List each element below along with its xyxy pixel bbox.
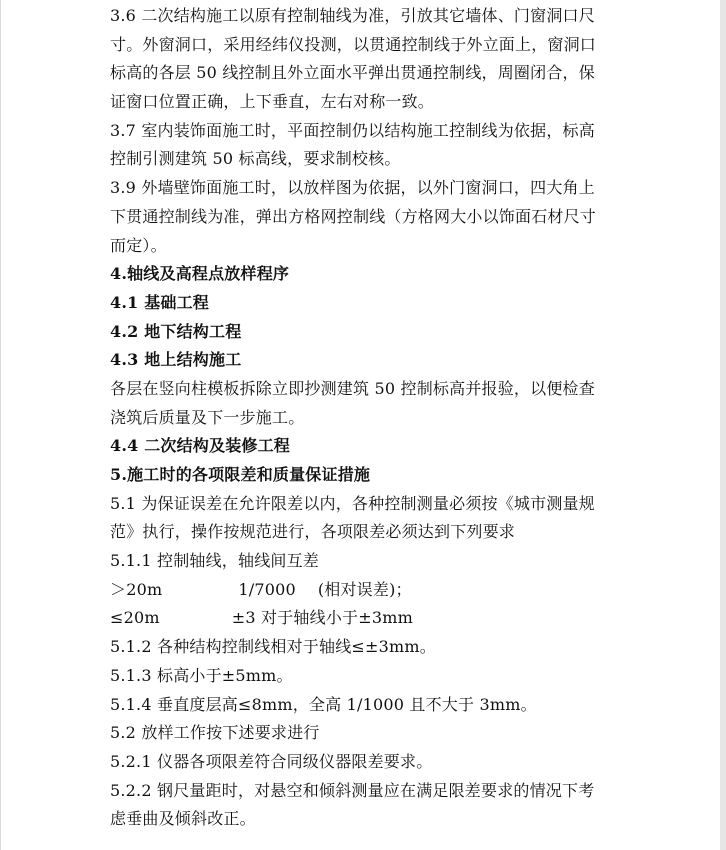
paragraph-line: 3.6 二次结构施工以原有控制轴线为准，引放其它墙体、门窗洞口尺 [110, 6, 595, 25]
page-edge-left [0, 0, 1, 850]
paragraph-line: 下贯通控制线为准，弹出方格网控制线（方格网大小以饰面石材尺寸 [110, 206, 597, 226]
tolerance-range: ＞20m [110, 579, 163, 599]
paragraph-line: 控制引测建筑 50 标高线，要求制校核。 [110, 149, 401, 169]
tolerance-value: 1/7000 [238, 579, 296, 599]
paragraph-line: 5.1 为保证误差在允许限差以内，各种控制测量必须按《城市测量规 [110, 493, 595, 513]
section-heading: 4.2 地下结构工程 [110, 321, 242, 341]
paragraph-line: 证窗口位置正确，上下垂直，左右对称一致。 [110, 92, 435, 112]
section-heading: 4.3 地上结构施工 [110, 350, 242, 370]
text-block-section-5-1-2-onwards [110, 633, 620, 834]
scrollbar-track[interactable] [720, 0, 726, 850]
paragraph-line: 虑垂曲及倾斜改正。 [110, 809, 256, 829]
tolerance-note: (相对误差)； [317, 579, 412, 599]
tolerance-row-1 [110, 576, 620, 605]
paragraph-line: 3.9 外墙壁饰面施工时，以放样图为依据，以外门窗洞口，四大角上 [110, 178, 595, 198]
document-page [110, 2, 620, 834]
paragraph-line: 5.1.2 各种结构控制线相对于轴线≤±3mm。 [110, 637, 436, 657]
paragraph-line: 各层在竖向柱模板拆除立即抄测建筑 50 控制标高并报验，以便检查 [110, 378, 595, 398]
paragraph-line: 5.1.3 标高小于±5mm。 [110, 665, 293, 685]
section-heading: 4.4 二次结构及装修工程 [110, 436, 291, 456]
paragraph-line: 寸。外窗洞口，采用经纬仪投测，以贯通控制线于外立面上，窗洞口 [110, 34, 597, 54]
section-heading: 4.轴线及高程点放样程序 [110, 264, 290, 284]
paragraph-line: 标高的各层 50 线控制且外立面水平弹出贯通控制线，周圈闭合，保 [110, 63, 595, 83]
paragraph-line: 5.2 放样工作按下述要求进行 [110, 723, 320, 743]
paragraph-line: 3.7 室内装饰面施工时，平面控制仍以结构施工控制线为依据，标高 [110, 120, 595, 140]
paragraph-line: 而定）。 [110, 235, 167, 255]
section-heading: 4.1 基础工程 [110, 292, 210, 312]
tolerance-range: ≤20m [110, 608, 160, 628]
tolerance-value: ±3 对于轴线小于±3mm [231, 608, 413, 628]
paragraph-line: 5.2.2 钢尺量距时，对悬空和倾斜测量应在满足限差要求的情况下考 [110, 780, 595, 800]
tolerance-row-2 [110, 604, 620, 633]
paragraph-line: 5.1.4 垂直度层高≤8mm，全高 1/1000 且不大于 3mm。 [110, 694, 537, 714]
paragraph-line: 范》执行，操作按规范进行，各项限差必须达到下列要求 [110, 522, 516, 542]
section-heading: 5.施工时的各项限差和质量保证措施 [110, 465, 371, 484]
paragraph-line: 5.1.1 控制轴线，轴线间互差 [110, 551, 319, 571]
paragraph-line: 浇筑后质量及下一步施工。 [110, 407, 305, 427]
text-block-sections-3-5 [110, 2, 620, 576]
paragraph-line: 5.2.1 仪器各项限差符合同级仪器限差要求。 [110, 751, 433, 771]
